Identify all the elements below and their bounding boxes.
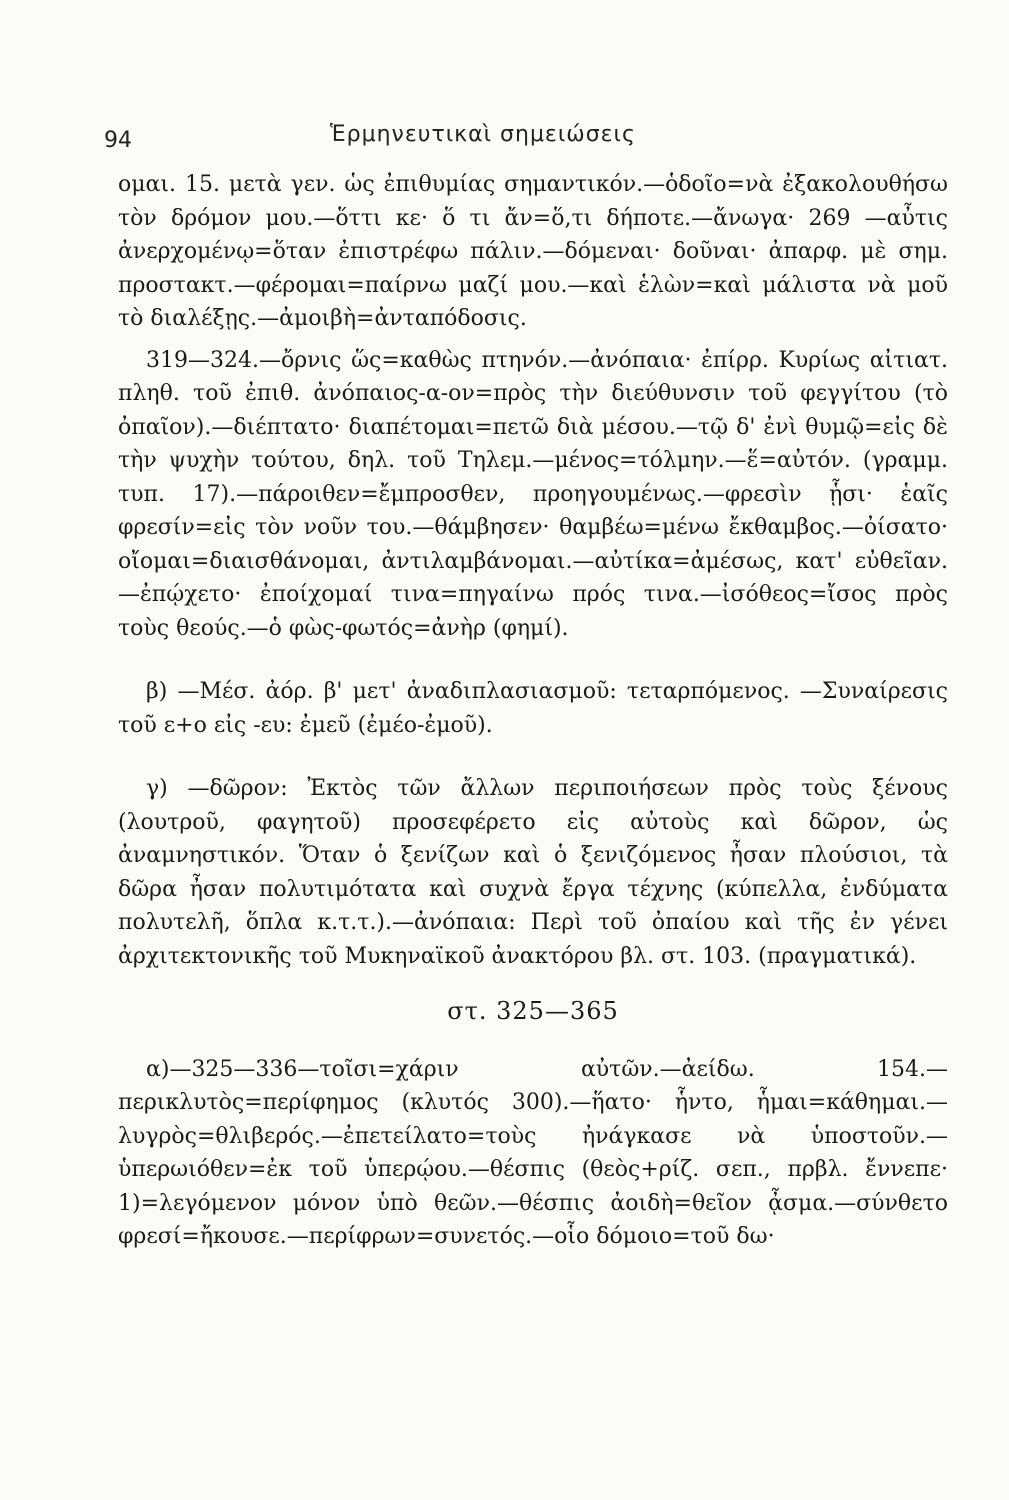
page-number: 94	[104, 128, 132, 153]
page-body	[118, 168, 948, 1254]
running-head: Ἑρμηνευτικαὶ σημειώσεις	[330, 122, 636, 147]
paragraph-319-324: 319—324.—ὄρνις ὥς=καθὼς πτηνόν.—ἀνόπαια· ἐπίρρ. Κυρίως αἰτιατ. πληθ. τοῦ ἐπιθ. ἀνόπαιος-α-ον=πρὸς τὴν διεύθυνσιν τοῦ φεγγίτου (τὸ ὀπαῖον).—διέπτατο· διαπέτομαι=πετῶ διὰ μέσου.—τῷ δ' ἐνὶ θυμῷ=εἰς δὲ τὴν ψυχὴν τούτου, δηλ. τοῦ Τηλεμ.—μένος=τόλμην.—ἕ=αὐτόν. (γραμμ. τυπ. 17).—πάροιθεν=ἔμπροσθεν, προηγουμένως.—φρεσὶν ᾗσι· ἑαῖς φρεσίν=εἰς τὸν νοῦν του.—θάμβησεν· θαμβέω=μένω ἔκθαμβος.—ὀίσατο· οἴομαι=διαισθάνομαι, ἀντιλαμβάνομαι.—αὐτίκα=ἀμέσως, κατ' εὐθεῖαν.—ἐπῴχετο· ἐποίχομαί τινα=πηγαίνω πρός τινα.—ἰσόθεος=ἴσος πρὸς τοὺς θεούς.—ὁ φὼς-φωτός=ἀνὴρ (φημί).	[118, 347, 948, 641]
paragraph-alpha-325: α)—325—336—τοῖσι=χάριν αὐτῶν.—ἀείδω. 154.—περικλυτὸς=περίφημος (κλυτός 300).—ἥατο· ἧντο, ἧμαι=κάθημαι.—λυγρὸς=θλιβερός.—ἐπετείλατο=τοὺς ἠνάγκασε νὰ ὑποστοῦν.—ὑπερωιόθεν=ἐκ τοῦ ὑπερῴου.—θέσπις (θεὸς+ρίζ. σεπ., πρβλ. ἔννεπε· 1)=λεγόμενον μόνον ὑπὸ θεῶν.—θέσπις ἀοιδὴ=θεῖον ᾆσμα.—σύνθετο φρεσί=ἤκουσε.—περίφρων=συνετός.—οἷο δόμοιο=τοῦ δω·	[118, 1056, 948, 1249]
paragraph-gamma: γ) —δῶρον: Ἐκτὸς τῶν ἄλλων περιποιήσεων πρὸς τοὺς ξένους (λουτροῦ, φαγητοῦ) προσεφέρετο εἰς αὐτοὺς καὶ δῶρον, ὡς ἀναμνηστικόν. Ὅταν ὁ ξενίζων καὶ ὁ ξενιζόμενος ἦσαν πλούσιοι, τὰ δῶρα ἦσαν πολυτιμότατα καὶ συχνὰ ἔργα τέχνης (κύπελλα, ἐνδύματα πολυτελῆ, ὅπλα κ.τ.τ.).—ἀνόπαια: Περὶ τοῦ ὀπαίου καὶ τῆς ἐν γένει ἀρχιτεκτονικῆς τοῦ Μυκηναϊκοῦ ἀνακτόρου βλ. στ. 103. (πραγματικά).	[118, 776, 948, 969]
paragraph-beta: β) —Μέσ. ἀόρ. β' μετ' ἀναδιπλασιασμοῦ: τεταρπόμενος. —Συναίρεσις τοῦ ε+ο εἰς -ευ: ἐμεῦ (ἐμέο-ἐμοῦ).	[118, 679, 948, 738]
paragraph-continuation: ομαι. 15. μετὰ γεν. ὡς ἐπιθυμίας σημαντικόν.—ὁδοῖο=νὰ ἐξακολουθήσω τὸν δρόμον μου.—ὅττι κε· ὅ τι ἄν=ὅ,τι δήποτε.—ἄνωγα· 269 —αὖτις ἀνερχομένῳ=ὅταν ἐπιστρέφω πάλιν.—δόμεναι· δοῦναι· ἀπαρφ. μὲ σημ. προστακτ.—φέρομαι=παίρνω μαζί μου.—καὶ ἑλὼν=καὶ μάλιστα νὰ μοῦ τὸ διαλέξῃς.—ἀμοιβὴ=ἀνταπόδοσις.	[118, 172, 948, 331]
section-heading: στ. 325—365	[447, 997, 619, 1025]
page-header	[100, 122, 940, 162]
